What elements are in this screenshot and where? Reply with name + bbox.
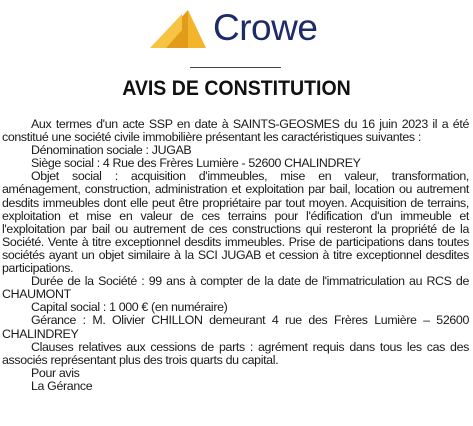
notice-duree: Durée de la Société : 99 ans à compter de la date de l'immatriculation au RCS de CHAUMONT [2,274,469,302]
notice-title: AVIS DE CONSTITUTION [122,77,351,100]
notice-pour-avis: Pour avis [31,365,80,380]
notice-objet: Objet social : acquisition d'immeubles, mise en valeur, transformation, aménagement, construction, administration et exploitation par bail, location ou autrement desdits immeubles dont elle peut être propriétaire par tout moyen. Acquisition de terrains, exploitation et mise en valeur de ces terrains pour l'édification d'un immeuble et l'exploitation par bail ou autrement de ces constructions qui resteront la propriété de la Société. Vente à titre exceptionnel desdits immeubles. Prise de participations dans toutes sociétés ayant un objet similaire à la SCI JUGAB et cession à titre exceptionnel desdites participations. [2,169,469,276]
notice-intro: Aux termes d'un acte SSP en date à SAINTS-GEOSMES du 16 juin 2023 il a été constitué une société civile immobilière présentant les caractéristiques suivantes : [2,117,469,145]
crowe-triangle-icon [146,6,210,50]
crowe-logo-text: Crowe [213,7,318,48]
notice-siege: Siège social : 4 Rue des Frères Lumière - 52600 CHALINDREY [31,156,361,171]
notice-signature: La Gérance [31,378,93,393]
notice-denomination: Dénomination sociale : JUGAB [31,143,192,158]
notice-capital: Capital social : 1 000 € (en numéraire) [31,300,228,315]
crowe-logo [146,6,336,50]
notice-gerance: Gérance : M. Olivier CHILLON demeurant 4 rue des Frères Lumière – 52600 CHALINDREY [2,313,469,341]
notice-body [2,118,469,393]
title-divider [190,67,281,68]
notice-clauses: Clauses relatives aux cessions de parts : agrément requis dans tous les cas des associés représentant plus des trois quarts du capital. [2,339,469,367]
